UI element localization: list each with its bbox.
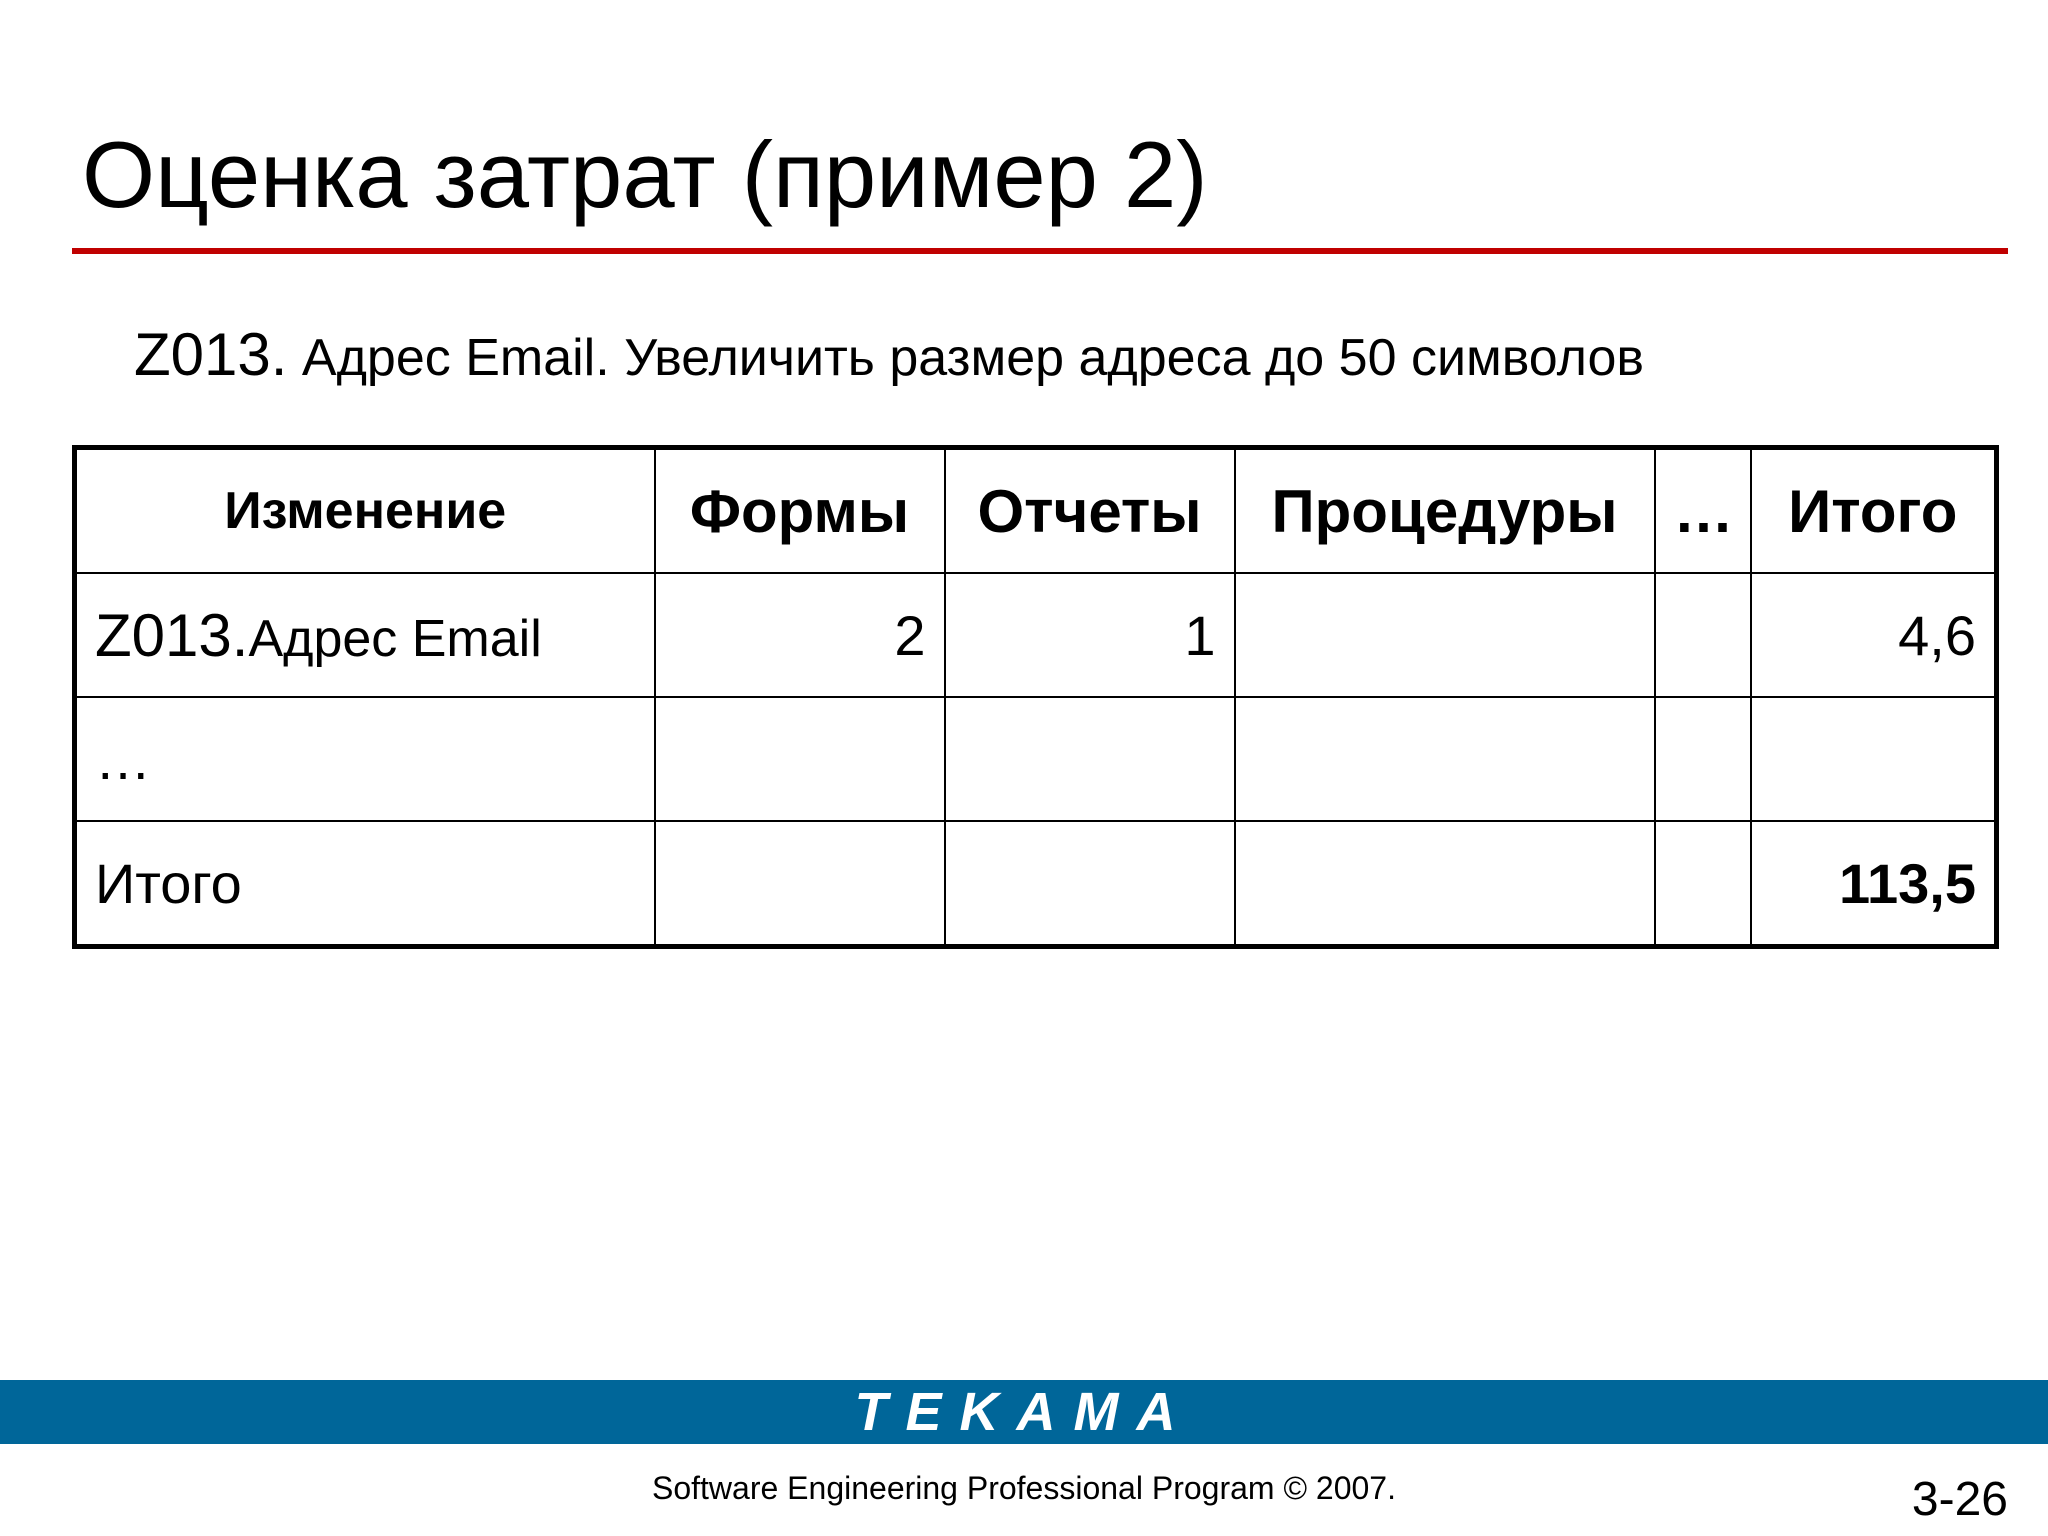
- page-number: 3-26: [1911, 1473, 2008, 1526]
- cell-change-text: Адрес Email: [248, 609, 542, 668]
- table-row: [75, 697, 1997, 821]
- footer-copyright: Software Engineering Professional Program © 2007.: [652, 1470, 1396, 1506]
- cell-reports: [945, 697, 1235, 821]
- header-total: Итого: [1751, 448, 1997, 574]
- cell-more: [1655, 821, 1751, 947]
- header-reports: Отчеты: [945, 448, 1235, 574]
- cell-forms: [655, 821, 945, 947]
- cell-forms: [655, 697, 945, 821]
- table-header-row: [75, 448, 1997, 574]
- title-divider: [72, 248, 2008, 254]
- cell-change: …: [75, 697, 655, 821]
- header-forms: Формы: [655, 448, 945, 574]
- tekama-logo: TEKAMA: [854, 1382, 1194, 1442]
- header-more: …: [1655, 448, 1751, 574]
- cell-procedures: [1235, 697, 1655, 821]
- table-row: [75, 573, 1997, 697]
- cell-grand-total: 113,5: [1751, 821, 1997, 947]
- header-change: Изменение: [75, 448, 655, 574]
- header-procedures: Процедуры: [1235, 448, 1655, 574]
- cell-change: [75, 573, 655, 697]
- cell-change: Итого: [75, 821, 655, 947]
- cell-total: [1751, 697, 1997, 821]
- cell-procedures: [1235, 821, 1655, 947]
- cell-more: [1655, 573, 1751, 697]
- cell-reports: 1: [945, 573, 1235, 697]
- cost-estimate-table: [72, 445, 1999, 949]
- cell-forms: 2: [655, 573, 945, 697]
- table-total-row: [75, 821, 1997, 947]
- slide-title: Оценка затрат (пример 2): [82, 122, 1208, 227]
- cell-more: [1655, 697, 1751, 821]
- cell-total: 4,6: [1751, 573, 1997, 697]
- subtitle-code: Z013.: [134, 321, 288, 388]
- footer-bar: [0, 1380, 2048, 1444]
- cell-reports: [945, 821, 1235, 947]
- subtitle-text: Адрес Email. Увеличить размер адреса до 50 символов: [287, 329, 1645, 387]
- cell-change-code: Z013.: [95, 601, 249, 669]
- cell-procedures: [1235, 573, 1655, 697]
- slide-subtitle: [134, 322, 1644, 388]
